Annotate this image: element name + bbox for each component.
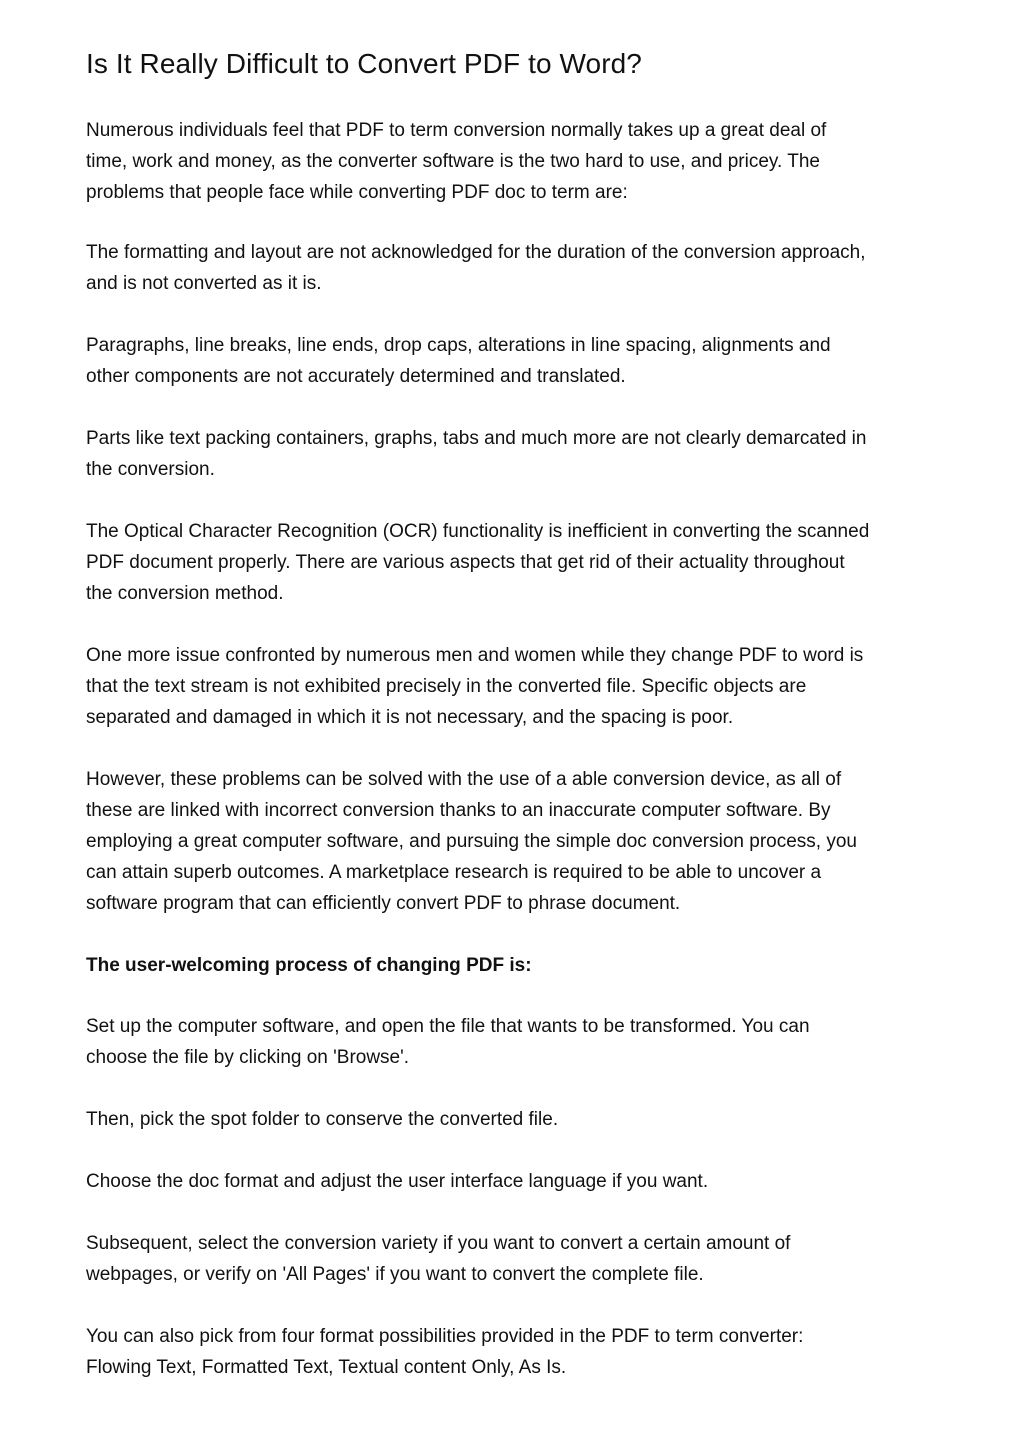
paragraph-formatting xyxy=(86,237,956,299)
paragraph-options xyxy=(86,1321,956,1383)
text-line: Choose the doc format and adjust the user interface language if you want. xyxy=(86,1171,709,1192)
paragraph-format xyxy=(86,1166,956,1197)
text-line: other components are not accurately determined and translated. xyxy=(86,366,626,387)
text-line: However, these problems can be solved with the use of a able conversion device, as all of xyxy=(86,769,842,790)
paragraph-solution xyxy=(86,764,956,919)
text-line: these are linked with incorrect conversion thanks to an inaccurate computer software. By xyxy=(86,800,831,821)
text-line: problems that people face while converting PDF doc to term are: xyxy=(86,182,628,203)
text-line: Numerous individuals feel that PDF to term conversion normally takes up a great deal of xyxy=(86,120,827,141)
text-line: Subsequent, select the conversion variety if you want to convert a certain amount of xyxy=(86,1233,791,1254)
paragraph-setup xyxy=(86,1011,956,1073)
text-line: time, work and money, as the converter software is the two hard to use, and pricey. The xyxy=(86,151,820,172)
paragraph-line-breaks xyxy=(86,330,956,392)
text-line: Set up the computer software, and open the file that wants to be transformed. You can xyxy=(86,1016,810,1037)
paragraph-folder xyxy=(86,1104,956,1135)
text-line: and is not converted as it is. xyxy=(86,273,322,294)
text-line: Parts like text packing containers, graphs, tabs and much more are not clearly demarcated in xyxy=(86,428,867,449)
text-line: that the text stream is not exhibited precisely in the converted file. Specific objects are xyxy=(86,676,807,697)
text-line: webpages, or verify on 'All Pages' if you want to convert the complete file. xyxy=(86,1264,704,1285)
section-heading xyxy=(86,950,956,981)
paragraph-range xyxy=(86,1228,956,1290)
paragraph-ocr xyxy=(86,516,956,609)
text-line: choose the file by clicking on 'Browse'. xyxy=(86,1047,410,1068)
text-line: separated and damaged in which it is not necessary, and the spacing is poor. xyxy=(86,707,734,728)
text-line: Then, pick the spot folder to conserve the converted file. xyxy=(86,1109,559,1130)
text-line: Flowing Text, Formatted Text, Textual content Only, As Is. xyxy=(86,1357,567,1378)
document-title: Is It Really Difficult to Convert PDF to Word? xyxy=(86,48,642,79)
paragraph-containers xyxy=(86,423,956,485)
text-line: The Optical Character Recognition (OCR) functionality is inefficient in converting the scanned xyxy=(86,521,870,542)
text-line: You can also pick from four format possibilities provided in the PDF to term converter: xyxy=(86,1326,804,1347)
text-line: The formatting and layout are not acknowledged for the duration of the conversion approach, xyxy=(86,242,866,263)
text-line: the conversion. xyxy=(86,459,215,480)
text-line: software program that can efficiently convert PDF to phrase document. xyxy=(86,893,681,914)
text-line: employing a great computer software, and pursuing the simple doc conversion process, you xyxy=(86,831,857,852)
text-line: PDF document properly. There are various aspects that get rid of their actuality throughout xyxy=(86,552,845,573)
text-line: the conversion method. xyxy=(86,583,284,604)
paragraph-text-stream xyxy=(86,640,956,733)
paragraph-intro xyxy=(86,115,956,208)
text-line: can attain superb outcomes. A marketplace research is required to be able to uncover a xyxy=(86,862,822,883)
text-line: One more issue confronted by numerous men and women while they change PDF to word is xyxy=(86,645,864,666)
text-line: Paragraphs, line breaks, line ends, drop caps, alterations in line spacing, alignments and xyxy=(86,335,831,356)
heading-line: The user-welcoming process of changing PDF is: xyxy=(86,955,532,976)
